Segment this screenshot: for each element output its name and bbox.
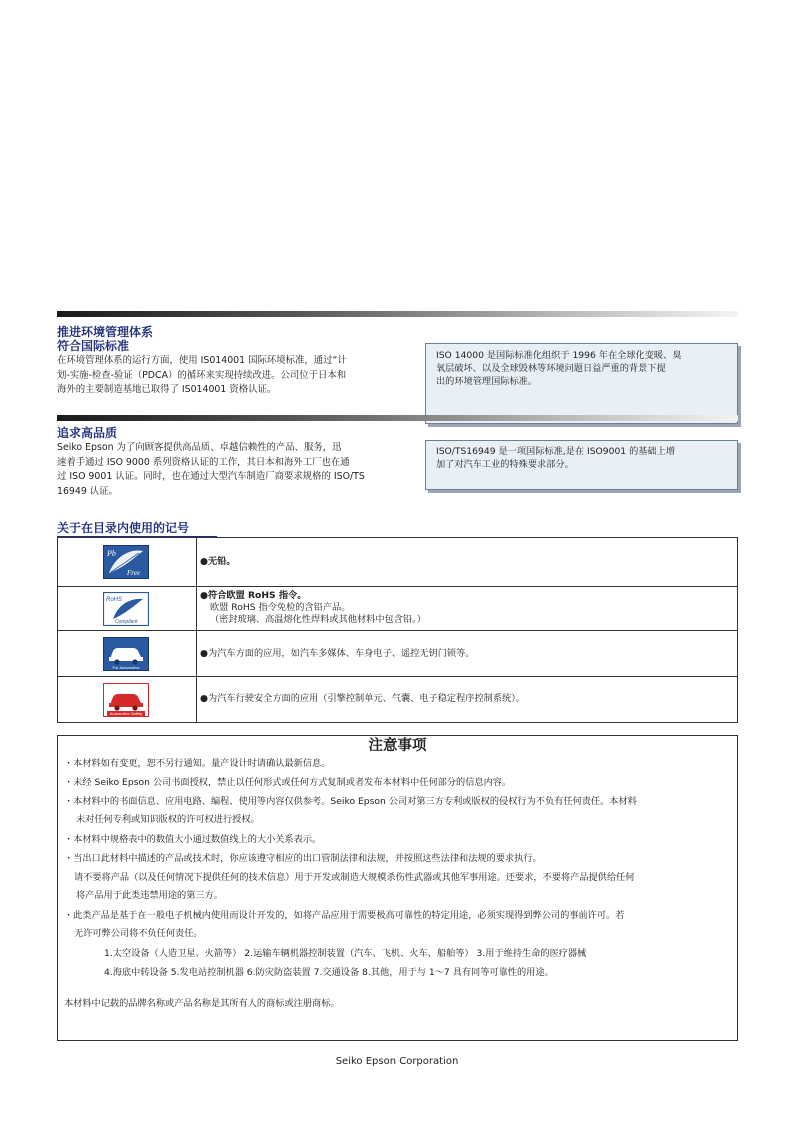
iso14000-callout <box>425 343 738 424</box>
symbol-text: ●符合欧盟 RoHS 指令。 <box>200 590 307 601</box>
automotive-icon-label: For Automotive <box>112 664 140 670</box>
section-divider-top <box>57 311 738 317</box>
quality-section <box>57 426 387 499</box>
pb-free-icon <box>103 545 149 579</box>
pb-free-icon-bottom: Free <box>127 569 140 577</box>
pb-free-icon-top: Pb <box>107 549 116 558</box>
notice-box <box>57 735 738 1041</box>
env-title-2: 符合国际标准 <box>57 339 130 353</box>
rohs-icon-bottom: Compliant <box>115 618 138 625</box>
notice-line: ・此类产品是基于在一般电子机械内使用而设计开发的，如将产品应用于需要极高可靠性的特定用途，必须实现得到弊公司的事前许可。若 <box>64 910 625 921</box>
symbol-subtext: 欧盟 RoHS 指令免检的含铅产品。 <box>210 602 351 613</box>
callout-line: ISO/TS16949 是一项国际标准,是在 ISO9001 的基础上增 <box>436 446 675 457</box>
rohs-icon-top: RoHS <box>106 596 123 603</box>
quality-title: 追求高品质 <box>57 426 118 440</box>
section-divider-middle <box>57 415 738 421</box>
quality-text-line: Seiko Epson 为了向顾客提供高品质、卓越信赖性的产品、服务，迅 <box>57 442 342 453</box>
quality-text-line: 速着手通过 ISO 9000 系列资格认证的工作，其日本和海外工厂也在通 <box>57 456 350 468</box>
quality-text-line: 过 ISO 9001 认证。同时，也在通过大型汽车制造厂商要求规格的 ISO/TS <box>57 471 365 482</box>
symbol-text: ●为汽车行驶安全方面的应用（引擎控制单元、气囊、电子稳定程序控制系统）。 <box>200 693 525 704</box>
footer-company: Seiko Epson Corporation <box>335 1056 459 1067</box>
env-section <box>57 325 387 398</box>
notice-line: 4.海底中转设备 5.发电站控制机器 6.防灾防盗装置 7.交通设备 8.其他，用于与 1～7 具有同等可靠性的用途。 <box>104 967 554 978</box>
notice-line: ・未经 Seiko Epson 公司书面授权，禁止以任何形式或任何方式复制或者发布本材料中任何部分的信息内容。 <box>64 777 512 788</box>
notice-line: 未对任何专利或知识版权的许可权进行授权。 <box>76 814 260 825</box>
notice-title: 注意事项 <box>368 738 427 754</box>
notice-line: ・本材料中的书面信息、应用电路、编程、使用等内容仅供参考。Seiko Epson 公司对第三方专利或版权的侵权行为不负有任何责任。本材料 <box>64 796 637 807</box>
symbol-row-automotive <box>58 631 737 677</box>
notice-line: 将产品用于此类违禁用途的第三方。 <box>76 890 223 901</box>
symbol-row-rohs <box>58 587 737 631</box>
symbol-subtext: （密封玻璃、高温熔化性焊料或其他材料中包含铅。） <box>210 614 426 625</box>
symbol-row-pb-free <box>58 538 737 587</box>
automotive-safety-icon-label: Automotive Safety <box>109 710 143 716</box>
env-text-line: 划-实施-检查-验证（PDCA）的循环来实现持续改进。公司位于日本和 <box>57 369 347 381</box>
notice-line: 1.太空设备（人造卫星、火箭等） 2.运输车辆机器控制装置（汽车、飞机、火车、船舶等） 3.用于维持生命的医疗器械 <box>104 948 587 959</box>
symbol-row-automotive-safety <box>58 677 737 722</box>
notice-line: 请不要将产品（以及任何情况下提供任何的技术信息）用于开发或制造大规模杀伤性武器或其他军事用途。还要求，不要将产品提供给任何 <box>74 872 635 883</box>
rohs-compliant-icon <box>103 592 149 626</box>
automotive-safety-icon <box>103 683 149 717</box>
env-text-line: 海外的主要制造基地已取得了 IS014001 资格认证。 <box>57 384 277 395</box>
ts16949-callout <box>425 440 738 490</box>
env-text-line: 在环境管理体系的运行方面，使用 IS014001 国际环境标准，通过“计 <box>57 355 347 366</box>
symbols-title: 关于在目录内使用的记号 <box>57 521 217 537</box>
callout-line: 加了对汽车工业的特殊要求部分。 <box>436 459 574 470</box>
callout-line: 氧层破坏、以及全球毁林等环境问题日益严重的背景下提 <box>436 363 666 374</box>
notice-line: 无许可弊公司将不负任何责任。 <box>74 928 203 939</box>
automotive-icon <box>103 637 149 671</box>
symbols-table <box>57 537 738 723</box>
notice-line: ・当出口此材料中描述的产品或技术时，你应该遵守相应的出口管制法律和法规，并按照这些法律和法规的要求执行。 <box>64 853 542 864</box>
notice-line: ・本材料中规格表中的数值大小通过数值线上的大小关系表示。 <box>64 834 322 845</box>
notice-line: 本材料中记载的品牌名称或产品名称是其所有人的商标或注册商标。 <box>64 998 340 1009</box>
env-title-1: 推进环境管理体系 <box>57 325 154 339</box>
symbol-text: ●为汽车方面的应用，如汽车多媒体、车身电子、遥控无钥门锁等。 <box>200 648 475 659</box>
callout-line: 出的环境管理国际标准。 <box>436 376 538 387</box>
symbol-text: ●无铅。 <box>200 556 236 567</box>
quality-text-line: 16949 认证。 <box>57 485 118 497</box>
notice-line: ・本材料如有变更，恕不另行通知。量产设计时请确认最新信息。 <box>64 758 331 769</box>
callout-line: ISO 14000 是国际标准化组织于 1996 年在全球化变暖、臭 <box>436 350 682 361</box>
